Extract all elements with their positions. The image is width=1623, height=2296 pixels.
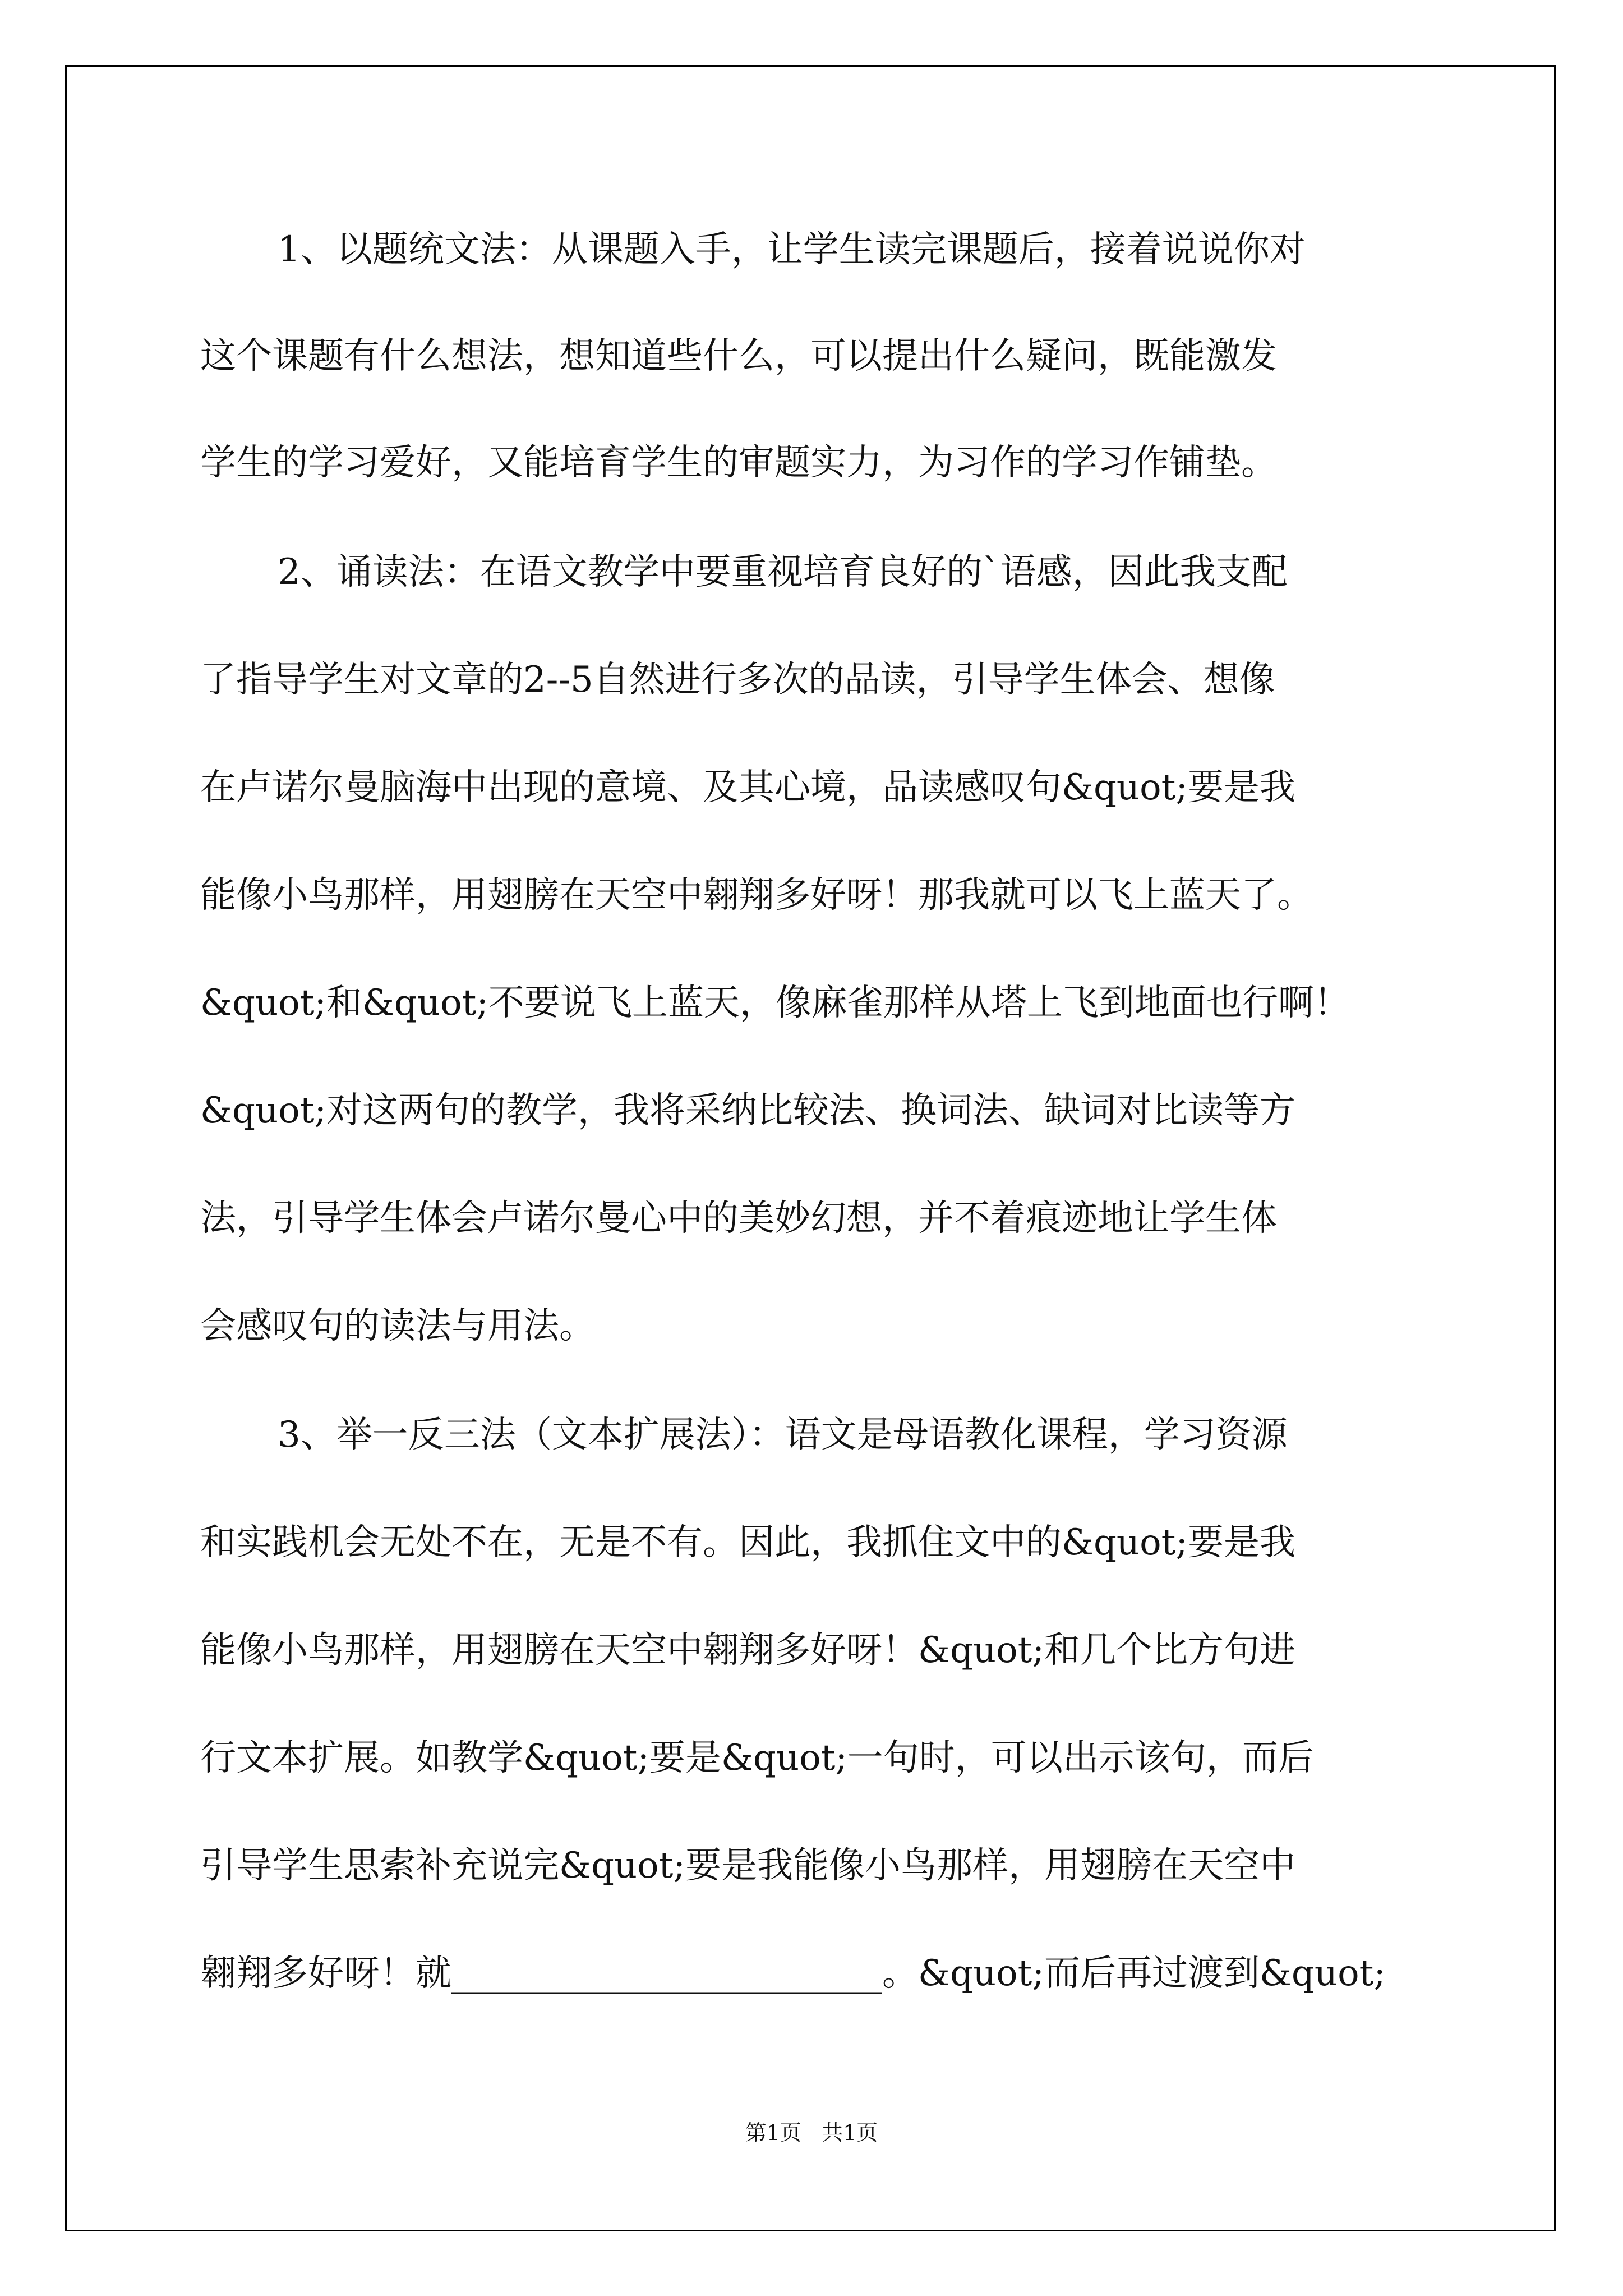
line-text: 和实践机会无处不在，无是不有。因此，我抓住文中的&quot;要是我	[200, 1522, 1295, 1563]
line-text: 3、举一反三法（文本扩展法）：语文是母语教化课程，学习资源	[278, 1414, 1288, 1456]
text-line	[0, 1407, 1623, 1463]
line-text: 这个课题有什么想法，想知道些什么，可以提出什么疑问，既能激发	[200, 335, 1277, 377]
line-text: 行文本扩展。如教学&quot;要是&quot;一句时，可以出示该句，而后	[200, 1737, 1314, 1779]
text-line	[0, 1622, 1623, 1678]
line-text: 2、诵读法：在语文教学中要重视培育良好的`语感，因此我支配	[278, 551, 1288, 593]
line-text: 能像小鸟那样，用翅膀在天空中翱翔多好呀！&quot;和几个比方句进	[200, 1630, 1295, 1671]
line-text: 了指导学生对文章的2--5自然进行多次的品读，引导学生体会、想像	[200, 659, 1275, 701]
text-line	[0, 975, 1623, 1031]
text-line	[0, 1838, 1623, 1894]
line-text: 能像小鸟那样，用翅膀在天空中翱翔多好呀！那我就可以飞上蓝天了。	[200, 875, 1313, 916]
text-line	[0, 435, 1623, 491]
text-line	[0, 1945, 1623, 2001]
line-text: 学生的学习爱好，又能培育学生的审题实力，为习作的学习作铺垫。	[200, 442, 1277, 484]
text-line	[0, 222, 1623, 278]
text-line	[0, 544, 1623, 600]
text-line	[0, 1515, 1623, 1571]
text-line	[0, 328, 1623, 384]
line-text: &quot;对这两句的教学，我将采纳比较法、换词法、缺词对比读等方	[200, 1090, 1295, 1131]
text-line	[0, 1730, 1623, 1786]
line-text: 在卢诺尔曼脑海中出现的意境、及其心境，品读感叹句&quot;要是我	[200, 767, 1295, 808]
line-text: 翱翔多好呀！就________________________。&quot;而后再过渡到&quot;	[200, 1953, 1386, 1994]
page-border	[65, 65, 1556, 2231]
line-text: &quot;和&quot;不要说飞上蓝天，像麻雀那样从塔上飞到地面也行啊！	[200, 982, 1350, 1024]
text-line	[0, 760, 1623, 816]
line-text: 1、以题统文法：从课题入手，让学生读完课题后，接着说说你对	[278, 229, 1306, 270]
line-text: 法，引导学生体会卢诺尔曼心中的美妙幻想，并不着痕迹地让学生体	[200, 1198, 1277, 1239]
text-line	[0, 1190, 1623, 1246]
text-line	[0, 1083, 1623, 1139]
text-line	[0, 652, 1623, 708]
line-text: 引导学生思索补充说完&quot;要是我能像小鸟那样，用翅膀在天空中	[200, 1845, 1295, 1887]
text-line	[0, 1298, 1623, 1354]
line-text: 会感叹句的读法与用法。	[200, 1305, 595, 1347]
text-line	[0, 867, 1623, 923]
page-footer: 第1页 共1页	[745, 2120, 878, 2145]
